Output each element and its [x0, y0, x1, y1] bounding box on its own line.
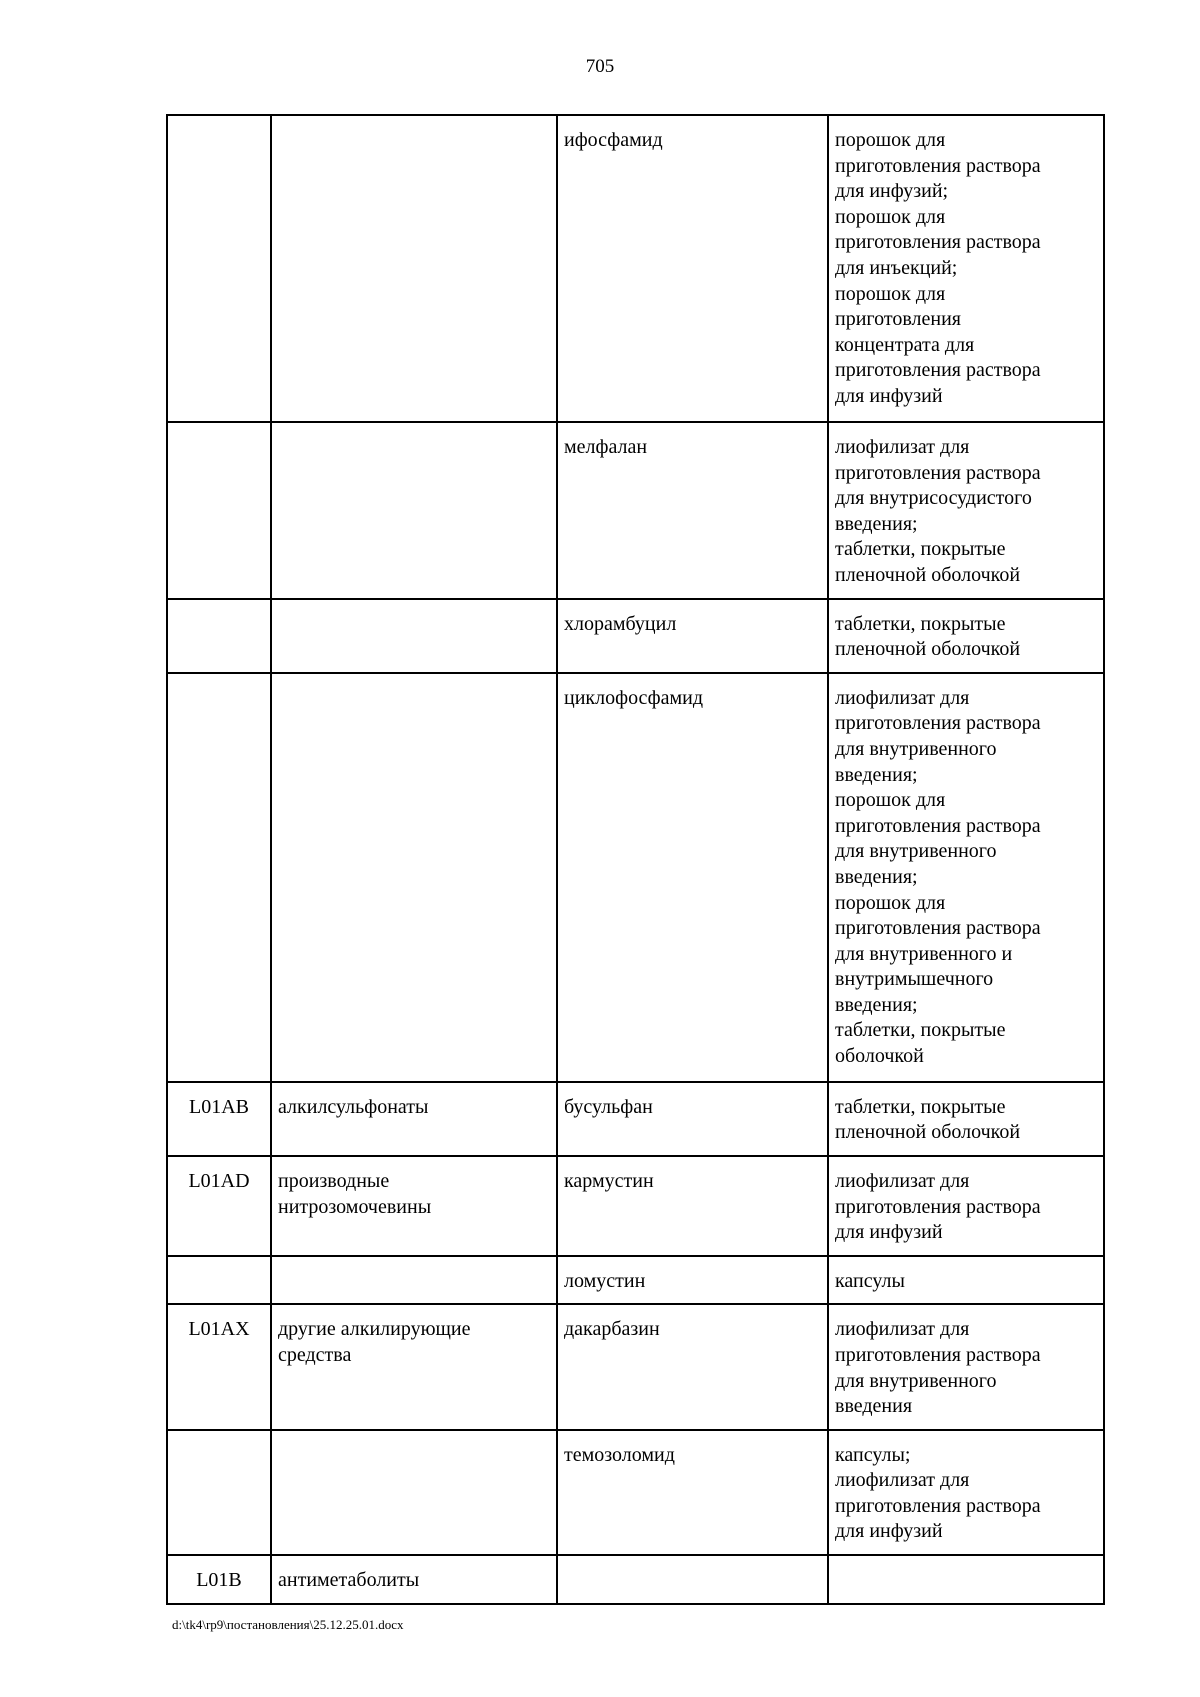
group-name-cell: производные нитрозомочевины: [271, 1156, 557, 1256]
dosage-form-cell: таблетки, покрытые пленочной оболочкой: [828, 599, 1104, 673]
table-row: [167, 599, 1104, 673]
group-name-cell: [271, 1430, 557, 1555]
dosage-form-cell: лиофилизат для приготовления раствора для внутривенного введения: [828, 1304, 1104, 1429]
table-row: [167, 1156, 1104, 1256]
group-name-cell: [271, 599, 557, 673]
table-row: [167, 1555, 1104, 1604]
substance-cell: темозоломид: [557, 1430, 828, 1555]
substance-cell: ифосфамид: [557, 115, 828, 422]
table-row: [167, 115, 1104, 422]
substance-cell: дакарбазин: [557, 1304, 828, 1429]
medication-table: [166, 114, 1105, 1605]
atc-code-cell: L01AX: [167, 1304, 271, 1429]
footer-file-path: d:\tk4\rp9\постановления\25.12.25.01.docx: [172, 1617, 404, 1632]
atc-code-cell: L01AD: [167, 1156, 271, 1256]
table-row: [167, 1304, 1104, 1429]
substance-cell: циклофосфамид: [557, 673, 828, 1082]
substance-cell: мелфалан: [557, 422, 828, 599]
atc-code-cell: [167, 1430, 271, 1555]
atc-code-cell: [167, 1256, 271, 1305]
group-name-cell: другие алкилирующие средства: [271, 1304, 557, 1429]
table-row: [167, 673, 1104, 1082]
dosage-form-cell: капсулы; лиофилизат для приготовления раствора для инфузий: [828, 1430, 1104, 1555]
atc-code-cell: [167, 599, 271, 673]
dosage-form-cell: лиофилизат для приготовления раствора для инфузий: [828, 1156, 1104, 1256]
atc-code-cell: [167, 673, 271, 1082]
table-row: [167, 1430, 1104, 1555]
substance-cell: ломустин: [557, 1256, 828, 1305]
atc-code-cell: L01B: [167, 1555, 271, 1604]
group-name-cell: алкилсульфонаты: [271, 1082, 557, 1156]
table-row: [167, 1082, 1104, 1156]
atc-code-cell: [167, 115, 271, 422]
substance-cell: хлорамбуцил: [557, 599, 828, 673]
substance-cell: бусульфан: [557, 1082, 828, 1156]
dosage-form-cell: таблетки, покрытые пленочной оболочкой: [828, 1082, 1104, 1156]
dosage-form-cell: [828, 1555, 1104, 1604]
group-name-cell: антиметаболиты: [271, 1555, 557, 1604]
atc-code-cell: L01AB: [167, 1082, 271, 1156]
atc-code-cell: [167, 422, 271, 599]
group-name-cell: [271, 1256, 557, 1305]
group-name-cell: [271, 422, 557, 599]
table-row: [167, 422, 1104, 599]
dosage-form-cell: лиофилизат для приготовления раствора для внутривенного введения; порошок для приготовления раствора для внутривенного введения; порошок для приготовления раствора для внутривенного и внутримышечного введения; таблетки, покрытые оболочкой: [828, 673, 1104, 1082]
substance-cell: [557, 1555, 828, 1604]
table-row: [167, 1256, 1104, 1305]
substance-cell: кармустин: [557, 1156, 828, 1256]
dosage-form-cell: лиофилизат для приготовления раствора для внутрисосудистого введения; таблетки, покрытые пленочной оболочкой: [828, 422, 1104, 599]
group-name-cell: [271, 673, 557, 1082]
table-body: [167, 115, 1104, 1604]
group-name-cell: [271, 115, 557, 422]
page-number: 705: [585, 56, 615, 77]
dosage-form-cell: порошок для приготовления раствора для инфузий; порошок для приготовления раствора для инъекций; порошок для приготовления концентрата для приготовления раствора для инфузий: [828, 115, 1104, 422]
dosage-form-cell: капсулы: [828, 1256, 1104, 1305]
